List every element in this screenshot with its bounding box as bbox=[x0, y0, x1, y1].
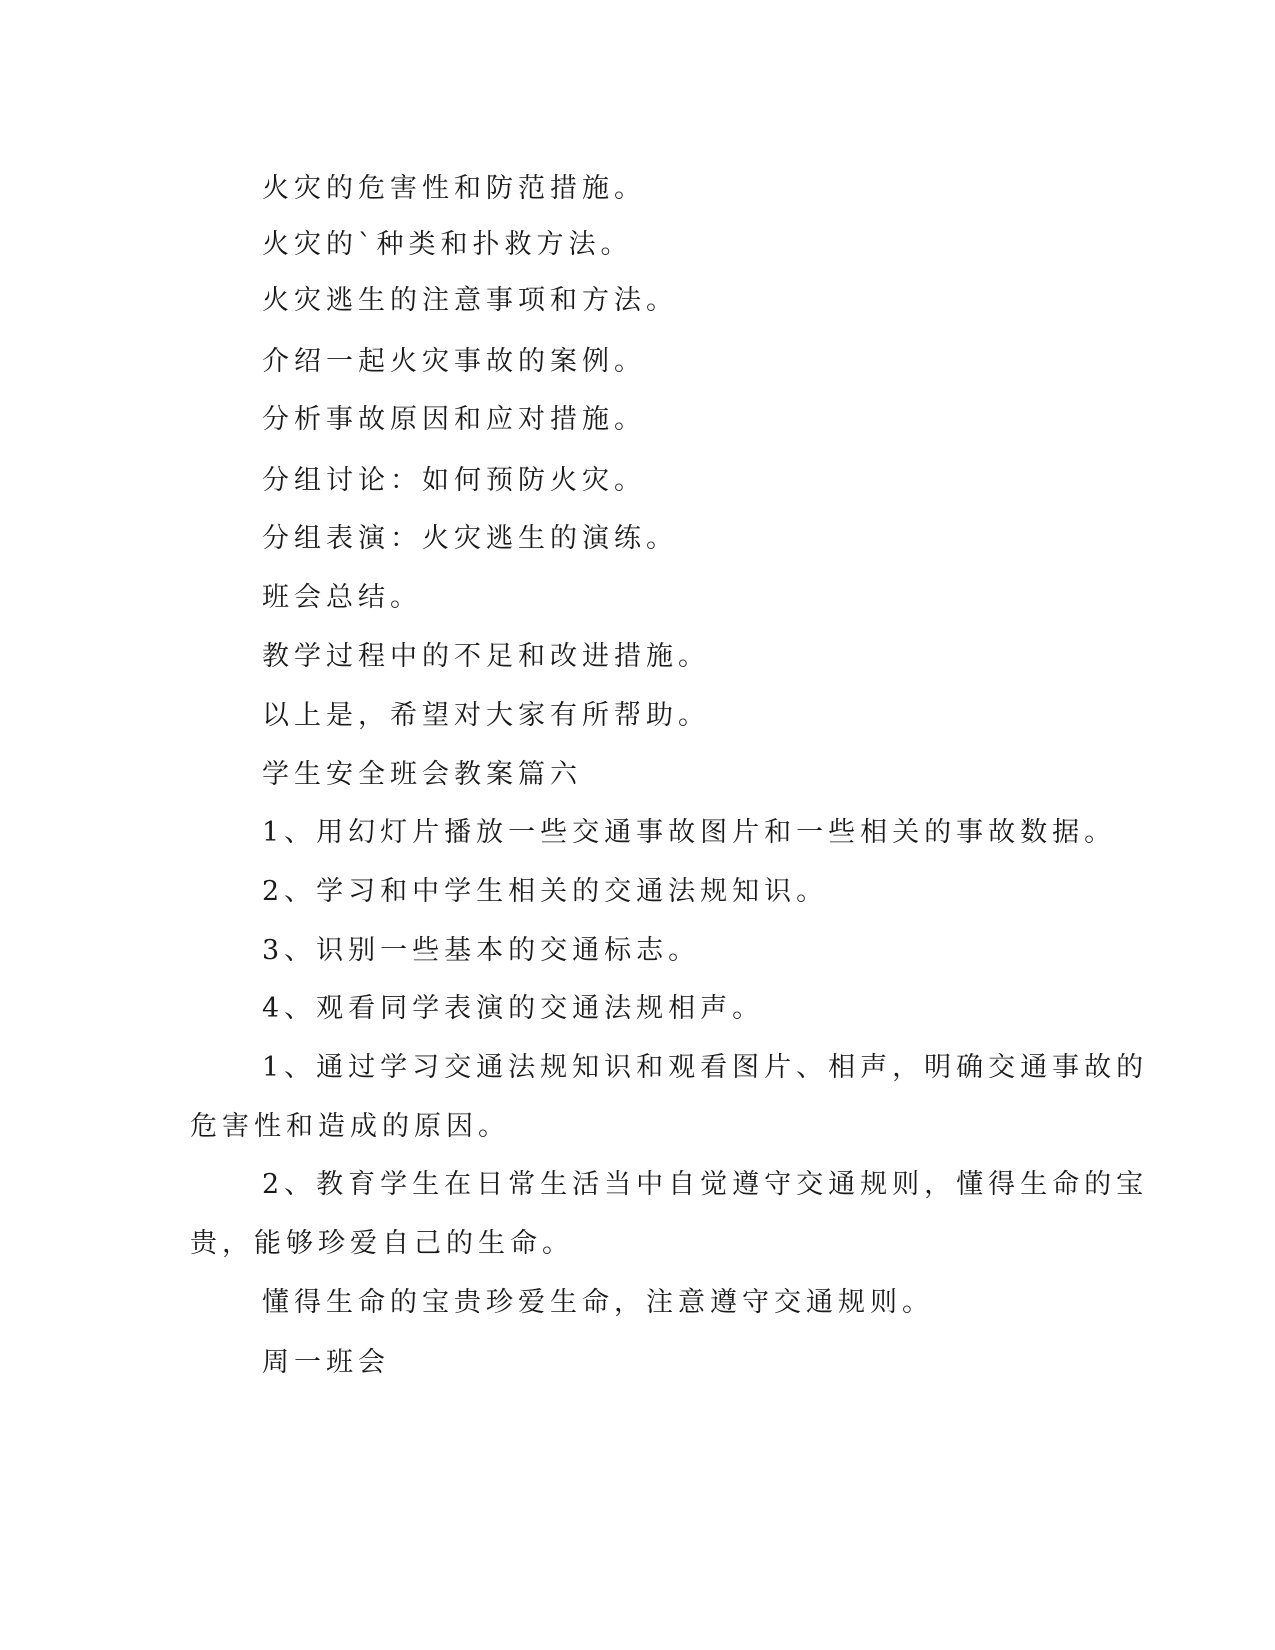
section-heading: 学生安全班会教案篇六 bbox=[262, 759, 582, 790]
text-line: 火灾逃生的注意事项和方法。 bbox=[262, 285, 678, 316]
text-line: 介绍一起火灾事故的案例。 bbox=[262, 346, 646, 377]
list-item: 2、学习和中学生相关的交通法规知识。 bbox=[262, 876, 829, 907]
text-line: 懂得生命的宝贵珍爱生命，注意遵守交通规则。 bbox=[262, 1287, 934, 1318]
text-line: 贵，能够珍爱自己的生命。 bbox=[190, 1228, 574, 1259]
list-item: 4、观看同学表演的交通法规相声。 bbox=[262, 993, 765, 1024]
text-line: 危害性和造成的原因。 bbox=[190, 1111, 510, 1142]
text-line: 分组讨论：如何预防火灾。 bbox=[262, 465, 646, 496]
text-line: 火灾的危害性和防范措施。 bbox=[262, 173, 646, 204]
text-line: 火灾的`种类和扑救方法。 bbox=[262, 229, 633, 260]
list-item: 2、教育学生在日常生活当中自觉遵守交通规则，懂得生命的宝 bbox=[262, 1169, 1149, 1200]
list-item: 3、识别一些基本的交通标志。 bbox=[262, 935, 701, 966]
text-line: 分析事故原因和应对措施。 bbox=[262, 404, 646, 435]
text-line: 分组表演：火灾逃生的演练。 bbox=[262, 523, 678, 554]
list-item: 1、通过学习交通法规知识和观看图片、相声，明确交通事故的 bbox=[262, 1052, 1149, 1083]
section-heading: 周一班会 bbox=[262, 1347, 390, 1378]
text-line: 以上是，希望对大家有所帮助。 bbox=[262, 700, 710, 731]
text-line: 教学过程中的不足和改进措施。 bbox=[262, 641, 710, 672]
list-item: 1、用幻灯片播放一些交通事故图片和一些相关的事故数据。 bbox=[262, 817, 1117, 848]
text-line: 班会总结。 bbox=[262, 582, 422, 613]
